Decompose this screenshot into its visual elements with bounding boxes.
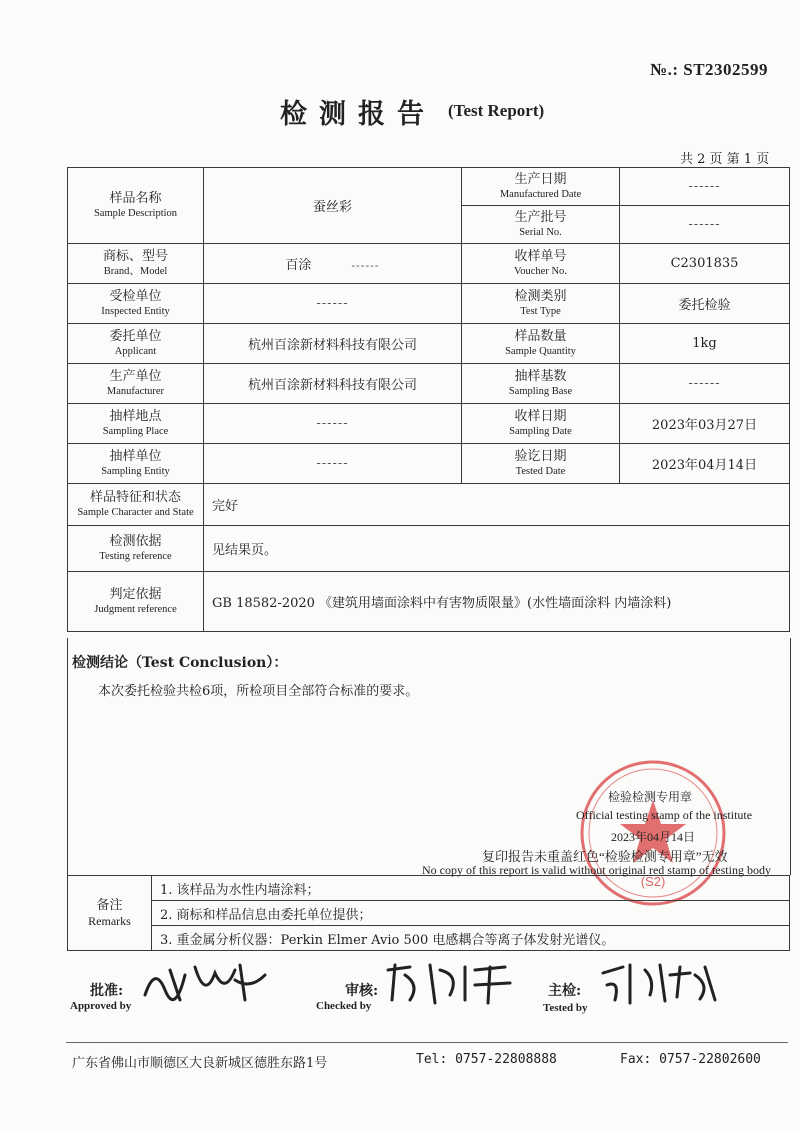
tested-label-en: Tested by <box>543 1002 588 1014</box>
sampling-base-label: 抽样基数 Sampling Base <box>462 364 620 404</box>
serial-no-value: ------ <box>620 206 790 244</box>
sample-info-table <box>67 167 790 632</box>
sample-quantity-value: 1kg <box>620 324 790 364</box>
manufactured-date-value: ------ <box>620 168 790 206</box>
voucher-no-label: 收样单号 Voucher No. <box>462 244 620 284</box>
sampling-date-label: 收样日期 Sampling Date <box>462 404 620 444</box>
checker-signature <box>380 955 520 1010</box>
report-title: 检测报告 <box>280 99 436 130</box>
voucher-no-value: C2301835 <box>620 244 790 284</box>
footer-fax: Fax: 0757-22802600 <box>620 1052 761 1067</box>
approved-label-en: Approved by <box>70 1000 132 1012</box>
tested-label: 主检: <box>548 983 582 999</box>
applicant-value: 杭州百涂新材料科技有限公司 <box>204 324 462 364</box>
remark-item: 1. 该样品为水性内墙涂料； <box>152 876 790 901</box>
approver-signature <box>140 955 270 1010</box>
sampling-base-value: ------ <box>620 364 790 404</box>
sampling-date-value: 2023年03月27日 <box>620 404 790 444</box>
report-title-en: (Test Report) <box>448 101 545 120</box>
sample-desc-label: 样品名称 Sample Description <box>68 168 204 244</box>
tested-date-label: 验讫日期 Tested Date <box>462 444 620 484</box>
brand-value: 百涂 <box>285 258 312 273</box>
test-type-value: 委托检验 <box>620 284 790 324</box>
sample-quantity-label: 样品数量 Sample Quantity <box>462 324 620 364</box>
pagination: 共 2 页 第 1 页 <box>680 152 770 167</box>
sampling-entity-label: 抽样单位 Sampling Entity <box>68 444 204 484</box>
footer-divider <box>66 1042 788 1043</box>
conclusion-title: 检测结论（Test Conclusion）： <box>72 655 288 671</box>
remarks-label: 备注 Remarks <box>68 876 152 951</box>
copy-notice-cn: 复印报告未重盖红色“检验检测专用章”无效 <box>482 849 728 864</box>
judgment-reference-value: GB 18582-2020 《建筑用墙面涂料中有害物质限量》(水性墙面涂料 内墙涂料) <box>204 572 790 632</box>
remark-item: 3. 重金属分析仪器：Perkin Elmer Avio 500 电感耦合等离子体发射光谱仪。 <box>152 926 790 951</box>
footer-tel: Tel: 0757-22808888 <box>416 1052 557 1067</box>
stamp-title-en: Official testing stamp of the institute <box>576 808 753 822</box>
copy-notice-en: No copy of this report is valid without original red stamp of testing body <box>422 863 771 877</box>
testing-reference-value: 见结果页。 <box>204 526 790 572</box>
footer-address: 广东省佛山市顺德区大良新城区德胜东路1号 <box>72 1056 328 1071</box>
sampling-place-label: 抽样地点 Sampling Place <box>68 404 204 444</box>
applicant-label: 委托单位 Applicant <box>68 324 204 364</box>
testing-reference-label: 检测依据 Testing reference <box>68 526 204 572</box>
judgment-reference-label: 判定依据 Judgment reference <box>68 572 204 632</box>
sampling-place-value: ------ <box>204 404 462 444</box>
tested-date-value: 2023年04月14日 <box>620 444 790 484</box>
serial-no-label: 生产批号 Serial No. <box>462 206 620 244</box>
conclusion-text: 本次委托检验共检6项，所检项目全部符合标准的要求。 <box>98 684 419 699</box>
approved-label: 批准: <box>90 983 124 999</box>
stamp-title-cn: 检验检测专用章 <box>608 790 693 804</box>
remark-item: 2. 商标和样品信息由委托单位提供； <box>152 901 790 926</box>
checked-label-en: Checked by <box>316 1000 372 1012</box>
stamp-date: 2023年04月14日 <box>611 830 696 844</box>
model-value: ------ <box>351 259 380 272</box>
sample-state-label: 样品特征和状态 Sample Character and State <box>68 484 204 526</box>
inspected-entity-value: ------ <box>204 284 462 324</box>
tester-signature <box>595 955 725 1010</box>
remarks-table <box>67 875 790 951</box>
manufacturer-label: 生产单位 Manufacturer <box>68 364 204 404</box>
sample-desc-value: 蚕丝彩 <box>204 168 462 244</box>
manufactured-date-label: 生产日期 Manufactured Date <box>462 168 620 206</box>
manufacturer-value: 杭州百涂新材料科技有限公司 <box>204 364 462 404</box>
report-number: №.: ST2302599 <box>650 60 769 79</box>
sampling-entity-value: ------ <box>204 444 462 484</box>
brand-model-value <box>204 244 462 284</box>
sample-state-value: 完好 <box>204 484 790 526</box>
brand-model-label: 商标、型号 Brand、Model <box>68 244 204 284</box>
checked-label: 审核: <box>345 983 379 999</box>
seal-code: (S2) <box>640 874 666 889</box>
test-conclusion-section <box>67 638 791 889</box>
inspected-entity-label: 受检单位 Inspected Entity <box>68 284 204 324</box>
test-type-label: 检测类别 Test Type <box>462 284 620 324</box>
